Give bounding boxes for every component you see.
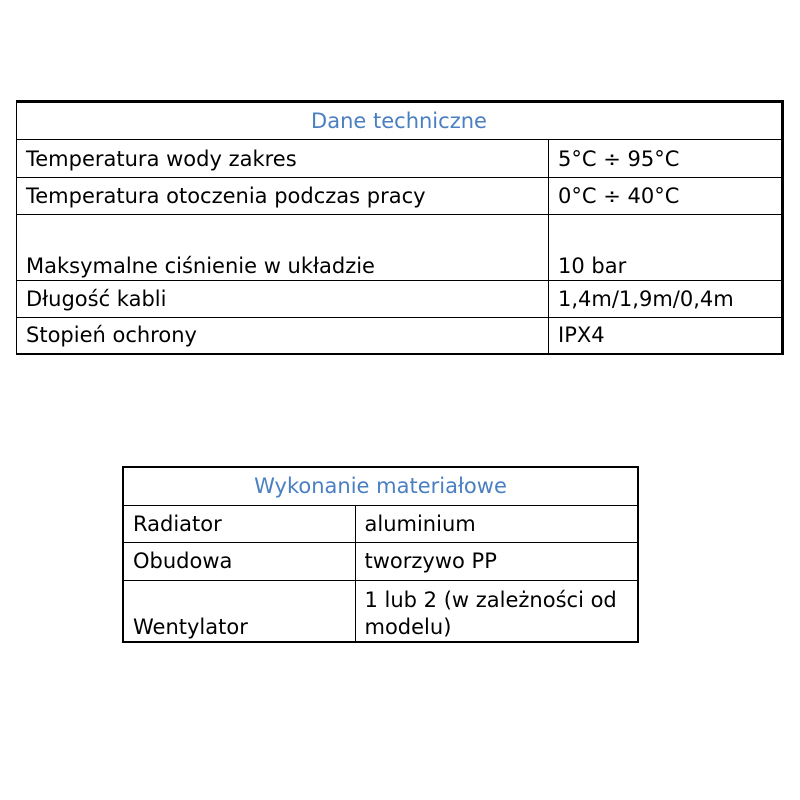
spec-label: Temperatura wody zakres [17,140,549,178]
table-title-row [17,102,783,140]
spec-label: Maksymalne ciśnienie w układzie [17,215,549,281]
technical-data-table [16,100,784,355]
material-specs-table [122,466,639,643]
table-row [123,542,638,580]
material-label: Wentylator [123,580,355,642]
table-row [17,318,783,354]
spec-label: Temperatura otoczenia podczas pracy [17,178,549,215]
spec-value: 0°C ÷ 40°C [549,178,783,215]
material-specs-title: Wykonanie materiałowe [123,467,638,505]
spec-value: 5°C ÷ 95°C [549,140,783,178]
material-value: 1 lub 2 (w zależności od modelu) [355,580,638,642]
spec-label: Stopień ochrony [17,318,549,354]
table-row [17,215,783,281]
spec-value: 1,4m/1,9m/0,4m [549,281,783,318]
table-row [123,580,638,642]
table-row [17,140,783,178]
material-label: Radiator [123,505,355,542]
table-row [17,281,783,318]
material-label: Obudowa [123,542,355,580]
material-value: tworzywo PP [355,542,638,580]
spec-label: Długość kabli [17,281,549,318]
material-value: aluminium [355,505,638,542]
table-row [123,505,638,542]
technical-data-title: Dane techniczne [17,102,783,140]
table-row [17,178,783,215]
spec-value: 10 bar [549,215,783,281]
spec-value: IPX4 [549,318,783,354]
table-title-row [123,467,638,505]
